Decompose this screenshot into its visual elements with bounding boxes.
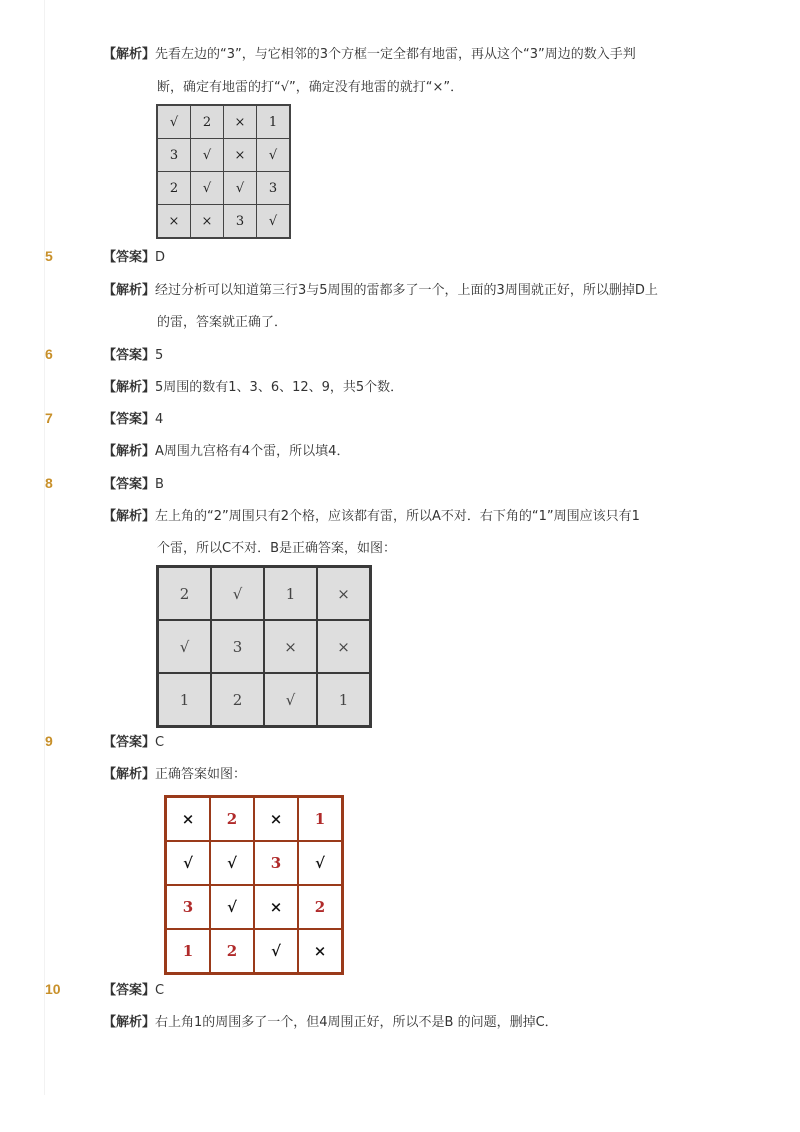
- q4-minesweeper-grid: [156, 104, 291, 239]
- grid-cell: 3: [254, 841, 298, 885]
- grid-cell: √: [257, 205, 291, 239]
- grid-cell: √: [211, 567, 264, 621]
- q9-minesweeper-grid: [164, 795, 344, 975]
- grid-cell: ×: [298, 929, 343, 974]
- q8-analysis-line1: 【解析】左上角的“2”周围只有2个格，应该都有雷，所以A不对．右下角的“1”周围应该只有1: [103, 509, 640, 524]
- grid-cell: √: [257, 139, 291, 172]
- grid-cell: √: [298, 841, 343, 885]
- q5-analysis-line1: 【解析】经过分析可以知道第三行3与5周围的雷都多了一个，上面的3周围就正好，所以删掉D上: [103, 283, 658, 298]
- grid-cell: 2: [298, 885, 343, 929]
- q10-analysis: 【解析】右上角1的周围多了一个，但4周围正好，所以不是B 的问题，删掉C．: [103, 1015, 558, 1030]
- question-number: 5: [45, 248, 53, 264]
- question-number: 10: [45, 981, 61, 997]
- q7-analysis: 【解析】A周围九宫格有4个雷，所以填4．: [103, 444, 350, 459]
- grid-cell: ×: [254, 797, 298, 842]
- grid-cell: 2: [157, 172, 191, 205]
- grid-cell: 3: [166, 885, 211, 929]
- question-number: 7: [45, 410, 53, 426]
- grid-cell: √: [254, 929, 298, 974]
- analysis-tag: 【解析】: [103, 47, 156, 62]
- grid-cell: √: [224, 172, 257, 205]
- grid-cell: √: [264, 673, 317, 727]
- grid-cell: ×: [317, 620, 371, 673]
- grid-cell: 1: [257, 105, 291, 139]
- question-number: 8: [45, 475, 53, 491]
- grid-cell: √: [157, 105, 191, 139]
- question-number: 9: [45, 733, 53, 749]
- q8-analysis-line2: 个雷，所以C不对．B是正确答案，如图：: [157, 541, 396, 556]
- grid-cell: ×: [166, 797, 211, 842]
- q7-answer: 【答案】4: [103, 412, 164, 427]
- grid-cell: √: [210, 885, 254, 929]
- page-margin-rule: [44, 0, 45, 1095]
- grid-cell: 1: [317, 673, 371, 727]
- q9-answer: 【答案】C: [103, 735, 165, 750]
- grid-cell: ×: [254, 885, 298, 929]
- grid-cell: √: [166, 841, 211, 885]
- grid-cell: √: [191, 139, 224, 172]
- q8-answer: 【答案】B: [103, 477, 164, 492]
- grid-cell: ×: [191, 205, 224, 239]
- grid-cell: ×: [264, 620, 317, 673]
- grid-cell: ×: [224, 139, 257, 172]
- grid-cell: ×: [157, 205, 191, 239]
- grid-cell: 1: [158, 673, 212, 727]
- grid-cell: 3: [157, 139, 191, 172]
- grid-cell: √: [210, 841, 254, 885]
- grid-cell: 2: [158, 567, 212, 621]
- grid-cell: √: [191, 172, 224, 205]
- q4-analysis-line2: 断，确定有地雷的打“√”，确定没有地雷的就打“×”．: [157, 80, 464, 95]
- q5-analysis-line2: 的雷，答案就正确了．: [157, 315, 288, 330]
- grid-cell: 2: [210, 797, 254, 842]
- q5-answer: 【答案】D: [103, 250, 166, 265]
- grid-cell: ×: [224, 105, 257, 139]
- q9-analysis: 【解析】正确答案如图：: [103, 767, 247, 782]
- grid-cell: √: [158, 620, 212, 673]
- q6-answer: 【答案】5: [103, 348, 164, 363]
- grid-cell: 3: [224, 205, 257, 239]
- grid-cell: 2: [210, 929, 254, 974]
- grid-cell: 2: [191, 105, 224, 139]
- grid-cell: 1: [166, 929, 211, 974]
- q4-analysis-line1: 【解析】先看左边的“3”，与它相邻的3个方框一定全都有地雷，再从这个“3”周边的数入手判: [103, 47, 636, 62]
- grid-cell: ×: [317, 567, 371, 621]
- q6-analysis: 【解析】5周围的数有1、3、6、12、9，共5个数．: [103, 380, 404, 395]
- q10-answer: 【答案】C: [103, 983, 165, 998]
- q8-minesweeper-grid: [156, 565, 372, 728]
- grid-cell: 3: [211, 620, 264, 673]
- question-number: 6: [45, 346, 53, 362]
- grid-cell: 1: [264, 567, 317, 621]
- grid-cell: 1: [298, 797, 343, 842]
- grid-cell: 3: [257, 172, 291, 205]
- grid-cell: 2: [211, 673, 264, 727]
